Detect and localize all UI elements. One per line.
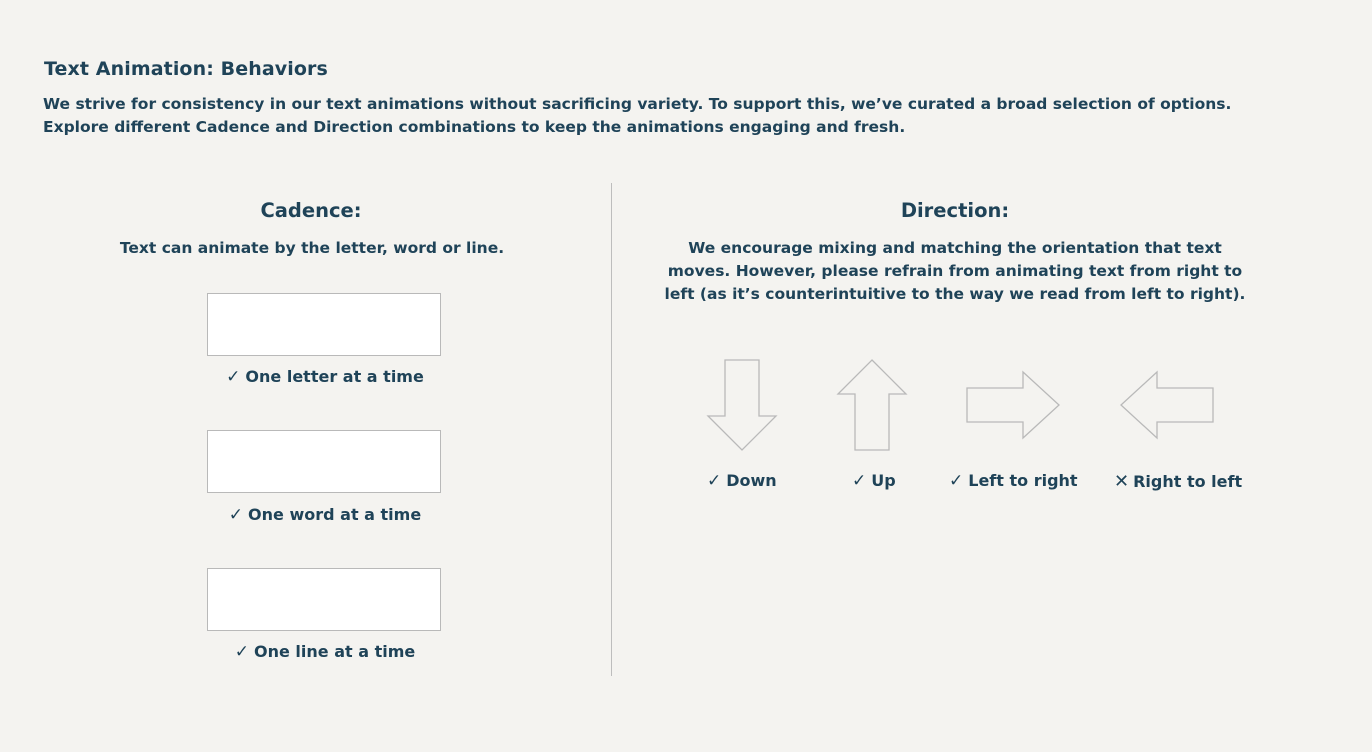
intro-text	[43, 93, 1303, 139]
checkmark-icon: ✓	[234, 642, 249, 662]
checkmark-icon: ✓	[852, 471, 867, 491]
direction-option-label: Up	[871, 471, 896, 490]
direction-option-label: Left to right	[968, 471, 1078, 490]
direction-description-line: left (as it’s counterintuitive to the way we read from left to right).	[664, 285, 1246, 303]
checkmark-icon: ✓	[226, 367, 241, 387]
cadence-option-label: One line at a time	[254, 642, 416, 661]
arrow-down-icon	[706, 358, 778, 452]
cadence-option-label: One word at a time	[248, 505, 422, 524]
word-animation-preview	[207, 430, 441, 493]
cadence-option-line	[160, 642, 490, 662]
cadence-heading: Cadence:	[260, 199, 362, 222]
direction-heading: Direction:	[900, 199, 1010, 222]
intro-line: Explore different Cadence and Direction combinations to keep the animations engaging and fresh.	[43, 118, 906, 136]
direction-description-line: We encourage mixing and matching the orientation that text	[688, 239, 1222, 257]
arrow-left-icon	[1119, 370, 1215, 440]
arrow-up-icon	[836, 358, 908, 452]
x-mark-icon: ✕	[1114, 471, 1130, 492]
direction-option-up	[852, 471, 896, 491]
line-animation-preview	[207, 568, 441, 631]
checkmark-icon: ✓	[228, 505, 244, 525]
column-divider	[611, 183, 612, 676]
direction-option-label: Down	[726, 471, 777, 490]
direction-option-label: Right to left	[1133, 472, 1243, 491]
direction-description-line: moves. However, please refrain from animating text from right to	[667, 262, 1243, 280]
direction-option-down	[707, 471, 777, 491]
checkmark-icon: ✓	[707, 471, 722, 491]
direction-option-left-to-right	[949, 471, 1078, 491]
intro-line: We strive for consistency in our text animations without sacrificing variety. To support this, we’ve curated a broad selection of options.	[43, 95, 1232, 113]
cadence-description	[62, 237, 562, 260]
page-title: Text Animation: Behaviors	[44, 58, 328, 80]
checkmark-icon: ✓	[949, 471, 964, 491]
cadence-option-letter	[160, 367, 490, 387]
arrow-right-icon	[965, 370, 1061, 440]
cadence-option-label: One letter at a time	[245, 367, 424, 386]
letter-animation-preview	[207, 293, 441, 356]
cadence-option-word	[160, 505, 490, 525]
cadence-description-text: Text can animate by the letter, word or line.	[119, 239, 505, 257]
direction-description	[655, 237, 1255, 306]
direction-option-right-to-left	[1114, 471, 1242, 492]
